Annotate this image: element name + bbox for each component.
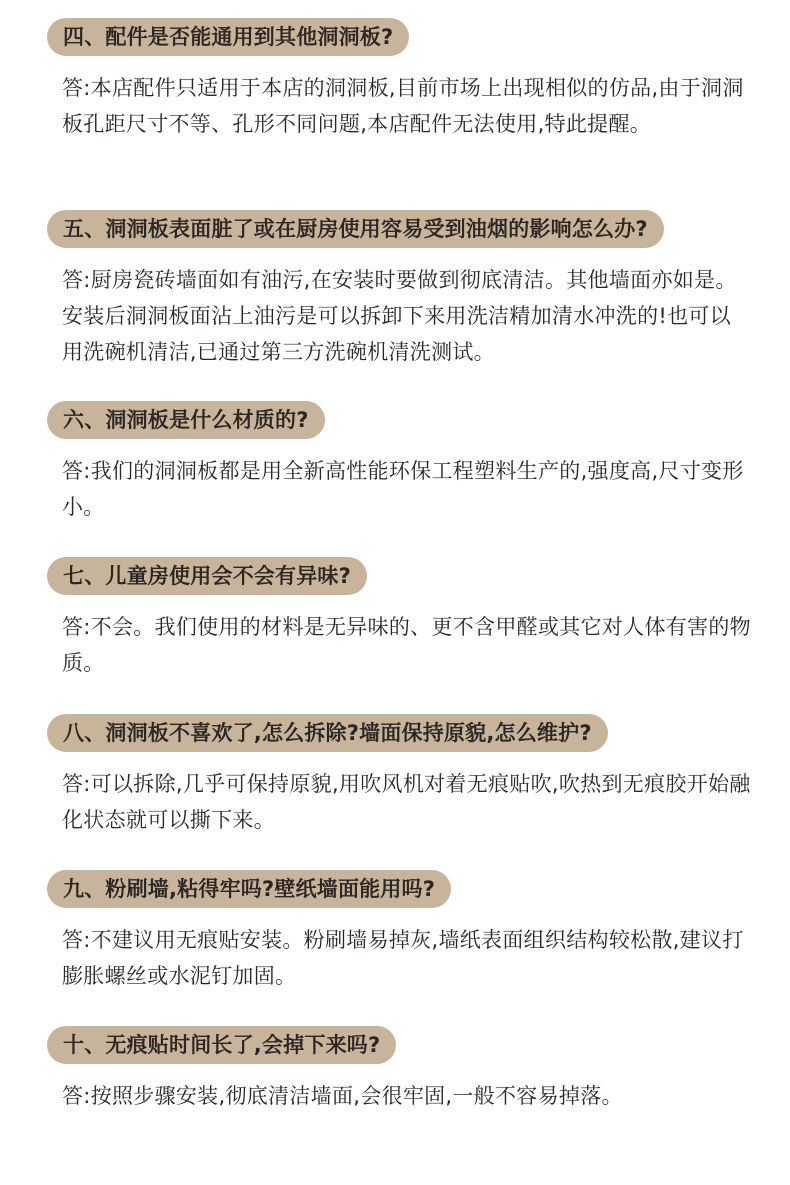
- faq-answer: 答:不建议用无痕贴安装。粉刷墙易掉灰,墙纸表面组织结构较松散,建议打膨胀螺丝或水泥钉加固。: [62, 928, 744, 988]
- faq-question: 五、洞洞板表面脏了或在厨房使用容易受到油烟的影响怎么办?: [47, 210, 664, 248]
- faq-item-10: [47, 1026, 747, 1114]
- faq-answer: 答:按照步骤安装,彻底清洁墙面,会很牢固,一般不容易掉落。: [62, 1084, 623, 1108]
- faq-item-4: [47, 18, 747, 142]
- faq-answer: 答:可以拆除,几乎可保持原貌,用吹风机对着无痕贴吹,吹热到无痕胶开始融化状态就可以撕下来。: [62, 772, 751, 832]
- faq-answer: 答:不会。我们使用的材料是无异味的、更不含甲醛或其它对人体有害的物质。: [62, 615, 751, 675]
- faq-item-9: [47, 870, 747, 994]
- faq-item-7: [47, 557, 751, 681]
- faq-question: 九、粉刷墙,粘得牢吗?壁纸墙面能用吗?: [47, 870, 451, 908]
- faq-question: 七、儿童房使用会不会有异味?: [47, 557, 367, 595]
- faq-item-5: [47, 210, 747, 370]
- faq-answer: 答:厨房瓷砖墙面如有油污,在安装时要做到彻底清洁。其他墙面亦如是。安装后洞洞板面沾上油污是可以拆卸下来用洗洁精加清水冲洗的!也可以用洗碗机清洁,已通过第三方洗碗机清洗测试。: [62, 268, 737, 364]
- faq-answer: 答:本店配件只适用于本店的洞洞板,目前市场上出现相似的仿品,由于洞洞板孔距尺寸不等、孔形不同问题,本店配件无法使用,特此提醒。: [62, 76, 744, 136]
- faq-item-6: [47, 401, 747, 525]
- faq-question: 六、洞洞板是什么材质的?: [47, 401, 325, 439]
- faq-answer: 答:我们的洞洞板都是用全新高性能环保工程塑料生产的,强度高,尺寸变形小。: [62, 459, 744, 519]
- faq-question: 八、洞洞板不喜欢了,怎么拆除?墙面保持原貌,怎么维护?: [47, 714, 608, 752]
- faq-question: 四、配件是否能通用到其他洞洞板?: [47, 18, 409, 56]
- faq-question: 十、无痕贴时间长了,会掉下来吗?: [47, 1026, 396, 1064]
- faq-item-8: [47, 714, 751, 838]
